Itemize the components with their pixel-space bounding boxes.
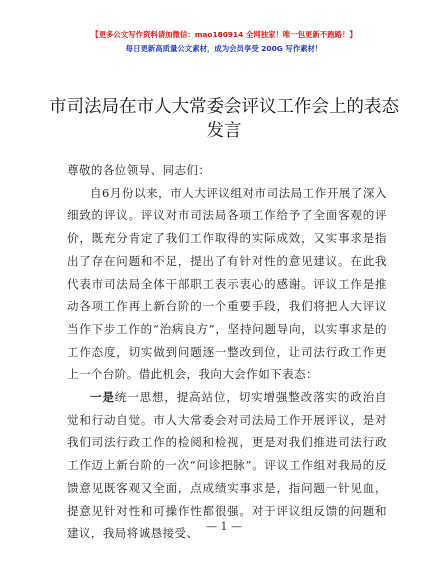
promo-banner bbox=[0, 28, 448, 56]
document-title bbox=[40, 95, 408, 143]
promo-banner-line-2: 每日更新高质量公文素材，成为会员享受 200G 写作素材！ bbox=[125, 44, 323, 53]
page-number: — 1 — bbox=[206, 520, 242, 533]
paragraph-2-lead: 一是 bbox=[90, 390, 115, 405]
document-title-line-2: 发言 bbox=[206, 121, 242, 141]
document-title-line-1: 市司法局在市人大常委会评议工作会上的表态 bbox=[49, 97, 399, 117]
document-body bbox=[67, 159, 387, 545]
salutation: 尊敬的各位领导、同志们： bbox=[67, 163, 211, 177]
promo-banner-line-1: 【更多公文写作资料请加微信：mao180914 全网独家！唯一包更新不跑路！】 bbox=[91, 30, 357, 39]
paragraph-2-text: 统一思想，提高站位，切实增强整改落实的政治自觉和行动自觉。市人大常委会对司法局工作开展评议，是对我们司法行政工作的检阅和检视，更是对我们推进司法行政工作迈上新台阶的一次“问诊把脉”。评议工作组对我局的反馈意见既客观又全面，点成绩实事求是，指问题一针见血，提意见针对性和可操作性都很强。对于评议组反馈的问题和建议，我局将诚恳接受、 bbox=[67, 390, 387, 541]
paragraph-1: 自6月份以来，市人大评议组对市司法局工作开展了深入细致的评议。评议对市司法局各项工作给予了全面客观的评价，既充分肯定了我们工作取得的实际成效，又实事求是指出了存在问题和不足，提出了有针对性的意见建议。在此我代表市司法局全体干部职工表示衷心的感谢。评议工作是推动各项工作再上新台阶的一个重要手段，我们将把人大评议当作下步工作的“治病良方”，坚持问题导向，以实事求是的工作态度，切实做到问题逐一整改到位，让司法行政工作更上一个台阶。借此机会，我向大会作如下表态： bbox=[67, 185, 387, 382]
